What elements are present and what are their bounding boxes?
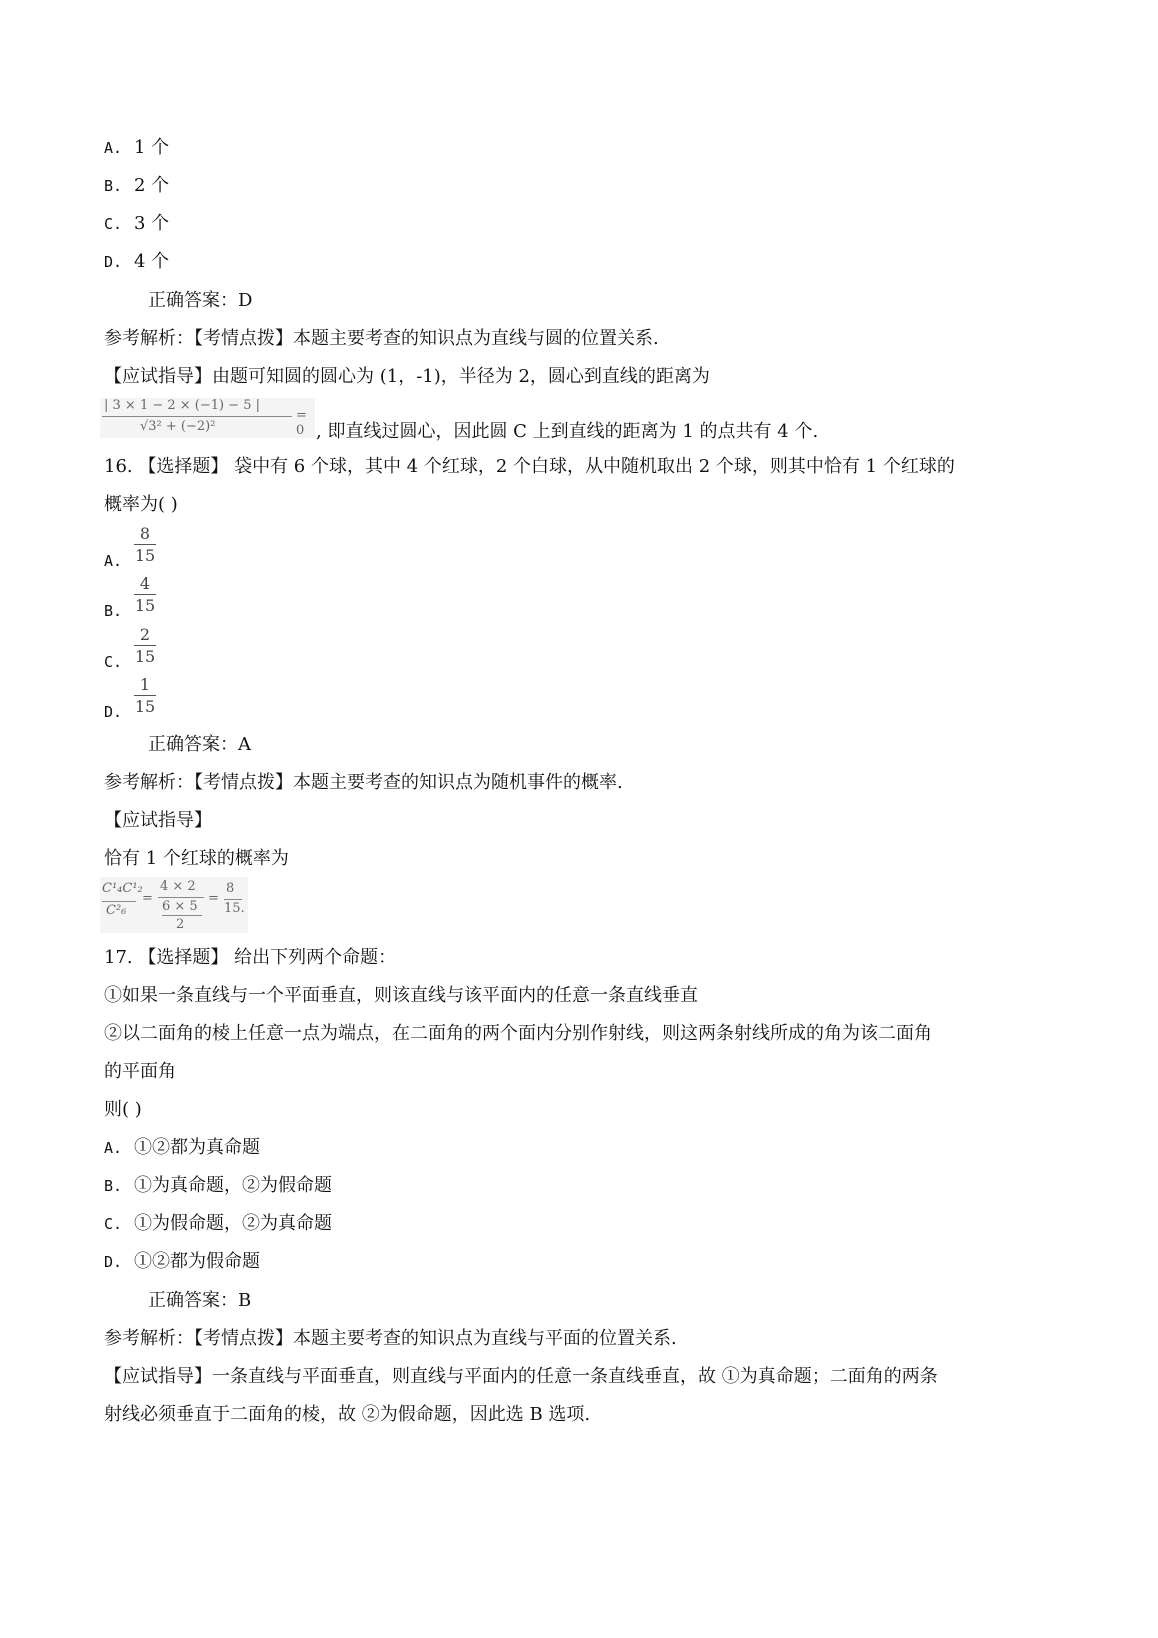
fraction: 8 15 bbox=[134, 524, 156, 565]
q15-answer: 正确答案：D bbox=[148, 290, 253, 311]
q16-guide-text: 恰有 1 个红球的概率为 bbox=[104, 848, 289, 869]
fraction: 4 15 bbox=[134, 574, 156, 615]
q16-answer: 正确答案：A bbox=[148, 734, 251, 755]
q17-proposition-2: ②以二面角的棱上任意一点为端点，在二面角的两个面内分别作射线，则这两条射线所成的角为该二面角 bbox=[104, 1023, 932, 1044]
q15-option-a: A. 1 个 bbox=[104, 137, 170, 158]
q17-stem-question: 则( ) bbox=[104, 1099, 142, 1120]
fraction-bar bbox=[102, 416, 292, 417]
q17-guide-line1: 【应试指导】一条直线与平面垂直，则直线与平面内的任意一条直线垂直，故 ①为真命题；二面角的两条 bbox=[104, 1366, 938, 1387]
q15-option-c: C. 3 个 bbox=[104, 213, 170, 234]
q17-option-d: D. ①②都为假命题 bbox=[104, 1251, 260, 1272]
q16-stem-line2: 概率为( ) bbox=[104, 494, 178, 515]
q17-proposition-2-cont: 的平面角 bbox=[104, 1061, 176, 1082]
q17-stem-line1: 17. 【选择题】 给出下列两个命题： bbox=[104, 947, 397, 968]
q16-probability-formula: C¹₄C¹₂ C²₆ = 4 × 2 6 × 5 2 = 8 15. bbox=[100, 877, 248, 933]
q16-option-a: A. 8 15 bbox=[104, 524, 156, 570]
q15-conclusion: , 即直线过圆心，因此圆 C 上到直线的距离为 1 的点共有 4 个. bbox=[316, 421, 819, 442]
q16-guide-title: 【应试指导】 bbox=[104, 810, 212, 831]
fraction: 2 15 bbox=[134, 625, 156, 666]
q16-option-c: C. 2 15 bbox=[104, 625, 156, 671]
q15-option-b: B. 2 个 bbox=[104, 175, 170, 196]
q17-answer: 正确答案：B bbox=[148, 1290, 252, 1311]
q17-analysis: 参考解析：【考情点拨】本题主要考查的知识点为直线与平面的位置关系. bbox=[104, 1328, 677, 1349]
q16-option-b: B. 4 15 bbox=[104, 574, 156, 620]
q17-option-b: B. ①为真命题，②为假命题 bbox=[104, 1175, 332, 1196]
q15-option-d: D. 4 个 bbox=[104, 251, 170, 272]
q17-guide-line2: 射线必须垂直于二面角的棱，故 ②为假命题，因此选 B 选项. bbox=[104, 1404, 591, 1425]
q17-option-a: A. ①②都为真命题 bbox=[104, 1137, 260, 1158]
q16-analysis: 参考解析：【考情点拨】本题主要考查的知识点为随机事件的概率. bbox=[104, 772, 623, 793]
q15-guide: 【应试指导】由题可知圆的圆心为 (1，-1)，半径为 2，圆心到直线的距离为 bbox=[104, 366, 710, 387]
q17-proposition-1: ①如果一条直线与一个平面垂直，则该直线与该平面内的任意一条直线垂直 bbox=[104, 985, 698, 1006]
fraction: 1 15 bbox=[134, 675, 156, 716]
q16-stem-line1: 16. 【选择题】 袋中有 6 个球，其中 4 个红球，2 个白球，从中随机取出 2 个球，则其中恰有 1 个红球的 bbox=[104, 456, 955, 477]
q17-option-c: C. ①为假命题，②为真命题 bbox=[104, 1213, 332, 1234]
q15-analysis: 参考解析：【考情点拨】本题主要考查的知识点为直线与圆的位置关系. bbox=[104, 328, 659, 349]
q15-distance-formula: | 3 × 1 − 2 × (−1) − 5 | √3² + (−2)² = 0 bbox=[100, 398, 315, 438]
q16-option-d: D. 1 15 bbox=[104, 675, 156, 721]
